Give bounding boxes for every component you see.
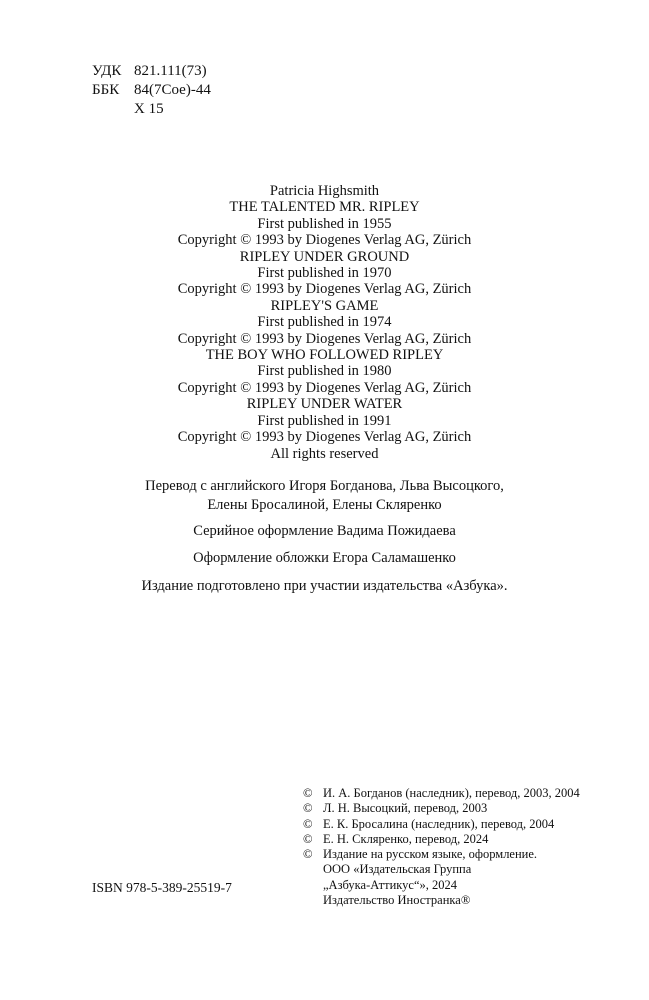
copyright-entry xyxy=(303,847,580,862)
translation-line: Елены Бросалиной, Елены Скляренко xyxy=(207,497,442,513)
publisher-line: „Азбука-Аттикус“», 2024 xyxy=(323,877,458,892)
bbk-value: 84(7Сое)-44 xyxy=(134,82,211,98)
first-published: First published in 1955 xyxy=(257,215,392,232)
classification-block xyxy=(92,62,211,119)
cover-design-credit xyxy=(0,549,649,568)
all-rights-reserved: All rights reserved xyxy=(270,445,379,462)
copyright-line: Copyright © 1993 by Diogenes Verlag AG, Zürich xyxy=(177,379,472,396)
copyright-entry-text: И. А. Богданов (наследник), перевод, 2003, 2004 xyxy=(323,786,580,800)
copyright-symbol: © xyxy=(303,801,313,816)
copyright-line: Copyright © 1993 by Diogenes Verlag AG, Zürich xyxy=(177,232,472,249)
copyright-symbol: © xyxy=(303,786,313,800)
author-name: Patricia Highsmith xyxy=(269,183,380,199)
copyright-entry-text: Е. К. Бросалина (наследник), перевод, 2004 xyxy=(323,816,555,831)
cover-design-text: Оформление обложки Егора Саламашенко xyxy=(193,550,456,566)
publisher-line: Издательство Иностранка® xyxy=(323,893,471,908)
copyright-entry-text: Издание на русском языке, оформление. xyxy=(323,847,538,862)
prepared-note-text: Издание подготовлено при участии издательства «Азбука». xyxy=(141,578,508,594)
copyright-entry xyxy=(303,786,580,801)
bbk-label: ББК xyxy=(92,82,120,98)
book-title: RIPLEY UNDER GROUND xyxy=(239,248,410,265)
copyright-entry xyxy=(303,817,580,832)
book-title: RIPLEY UNDER WATER xyxy=(246,396,403,413)
udk-row xyxy=(92,62,211,81)
copyright-symbol: © xyxy=(303,816,313,831)
copyright-entry xyxy=(303,801,580,816)
publisher-line: ООО «Издательская Группа xyxy=(323,862,472,877)
copyright-line: Copyright © 1993 by Diogenes Verlag AG, Zürich xyxy=(177,429,472,446)
book-title: RIPLEY'S GAME xyxy=(270,297,379,314)
russian-copyrights xyxy=(303,786,580,908)
copyright-entry-text: Л. Н. Высоцкий, перевод, 2003 xyxy=(323,801,488,816)
first-published: First published in 1980 xyxy=(257,363,392,380)
original-credits xyxy=(0,183,649,462)
copyright-entry xyxy=(303,832,580,847)
copyright-line: Copyright © 1993 by Diogenes Verlag AG, Zürich xyxy=(177,330,472,347)
author-mark: Х 15 xyxy=(134,101,164,117)
book-title: THE TALENTED MR. RIPLEY xyxy=(229,199,420,216)
bbk-row xyxy=(92,81,211,100)
first-published: First published in 1974 xyxy=(257,314,392,331)
copyright-symbol: © xyxy=(303,847,313,862)
first-published: First published in 1970 xyxy=(257,265,392,282)
series-design-credit xyxy=(0,522,649,541)
isbn: ISBN 978-5-389-25519-7 xyxy=(92,880,232,895)
translation-credit xyxy=(0,477,649,515)
udk-value: 821.111(73) xyxy=(134,63,207,79)
first-published: First published in 1991 xyxy=(257,412,392,429)
book-title: THE BOY WHO FOLLOWED RIPLEY xyxy=(205,347,444,364)
copyright-symbol: © xyxy=(303,831,313,846)
copyright-entry-text: Е. Н. Скляренко, перевод, 2024 xyxy=(323,831,489,846)
translation-line: Перевод с английского Игоря Богданова, Льва Высоцкого, xyxy=(145,478,504,494)
udk-label: УДК xyxy=(92,63,122,79)
copyright-line: Copyright © 1993 by Diogenes Verlag AG, Zürich xyxy=(177,281,472,298)
prepared-note xyxy=(0,577,649,596)
series-design-text: Серийное оформление Вадима Пожидаева xyxy=(193,523,456,539)
